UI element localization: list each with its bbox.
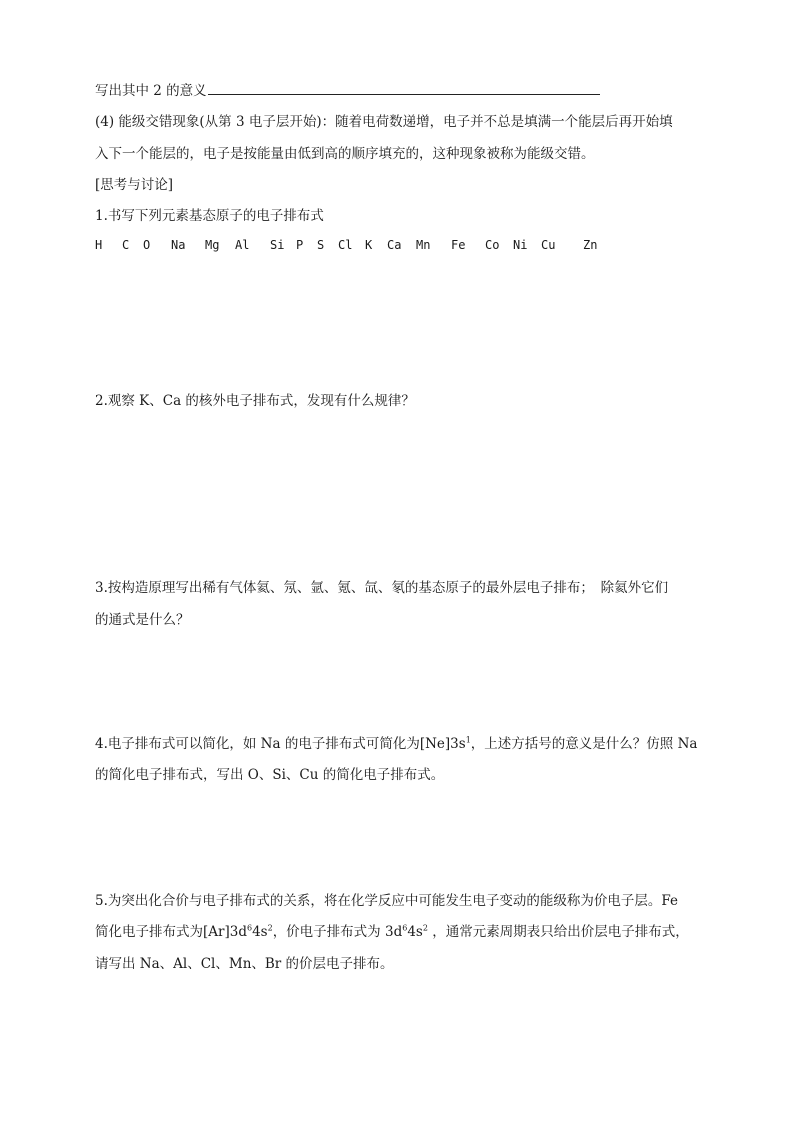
element-symbol: Si [270,238,285,252]
q5-text-d: 4s [407,924,423,940]
element-symbol: P [296,238,304,252]
element-symbol: C [122,238,130,252]
element-symbol: Fe [451,238,466,252]
q5-text-a: 简化电子排布式为[Ar]3d [95,924,247,940]
question-2: 2.观察 K、Ca 的核外电子排布式，发现有什么规律？ [95,393,415,409]
section-heading: [思考与讨论] [95,177,174,193]
meaning-of-2-line [95,80,710,101]
question-5-line-1: 5.为突出化合价与电子排布式的关系，将在化学反应中可能发生电子变动的能级称为价电子层。Fe [95,893,678,909]
q5-text-c: ，价电子排布式为 3d [272,924,403,940]
question-5-line-2 [95,922,710,942]
element-symbol: Cu [541,238,556,252]
answer-blank-line [208,80,600,95]
q5-sup-4: 2 [422,923,428,933]
q4-text-a: 4.电子排布式可以简化，如 Na 的电子排布式可简化为[Ne]3s [95,736,466,752]
q4-text-b: ，上述方括号的意义是什么？仿照 Na [470,736,698,752]
element-symbol: Mn [416,238,431,252]
q5-sup-1: 6 [246,923,253,933]
energy-level-interleaving-line-2: 入下一个能层的，电子是按能量由低到高的顺序填充的，这种现象被称为能级交错。 [95,146,595,162]
q5-text-b: 4s [252,924,268,940]
question-4-line-1 [95,734,710,754]
question-3-line-2: 的通式是什么？ [95,612,190,628]
energy-level-interleaving-line-1: (4) 能级交错现象(从第 3 电子层开始)：随着电荷数递增，电子并不总是填满一个能层后再开始填 [95,114,673,130]
element-symbol: Zn [583,238,598,252]
element-symbol: Cl [338,238,353,252]
question-1: 1.书写下列元素基态原子的电子排布式 [95,208,324,224]
element-symbol: Ni [513,238,528,252]
element-symbol: Na [171,238,186,252]
element-symbol: H [95,238,103,252]
element-symbol: O [143,238,151,252]
element-symbol: Ca [387,238,402,252]
element-symbol: Co [485,238,500,252]
element-symbol: Mg [205,238,220,252]
question-5-line-3: 请写出 Na、Al、Cl、Mn、Br 的价层电子排布。 [95,956,394,972]
meaning-of-2-prompt: 写出其中 2 的意义 [95,83,207,99]
q5-sup-2: 2 [267,923,273,933]
element-symbol: Al [235,238,250,252]
question-4-line-2: 的简化电子排布式，写出 O、Si、Cu 的简化电子排布式。 [95,767,445,783]
q5-text-e: ，通常元素周期表只给出价层电子排布式， [427,924,689,940]
question-3-line-1: 3.按构造原理写出稀有气体氦、氖、氩、氪、氙、氡的基态原子的最外层电子排布； 除氦外它们 [95,580,669,596]
element-symbol: K [365,238,373,252]
q4-superscript: 1 [465,735,471,745]
element-symbol: S [317,238,325,252]
q5-sup-3: 6 [402,923,408,933]
